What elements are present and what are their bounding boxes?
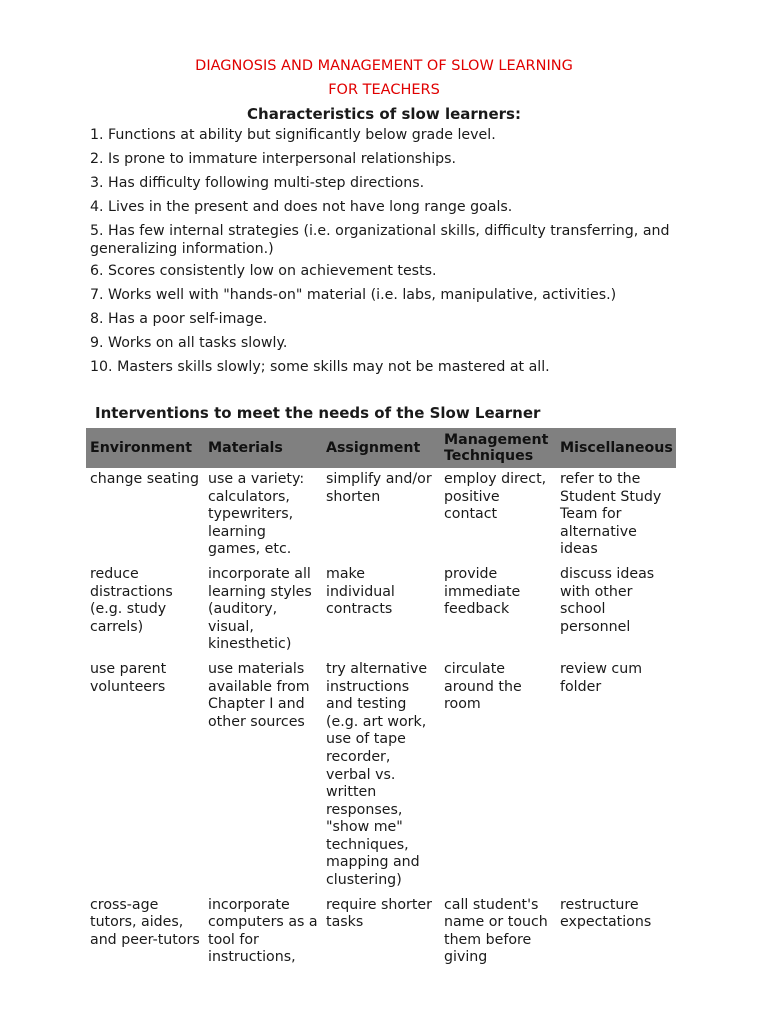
table-row <box>86 894 676 971</box>
characteristic-item: 3. Has difficulty following multi-step directions. <box>90 175 425 191</box>
document-title-line-2: FOR TEACHERS <box>328 82 440 98</box>
table-cell: refer to the Student Study Team for alternative ideas <box>560 471 662 558</box>
table-cell: employ direct, positive contact <box>444 471 547 523</box>
table-row <box>86 563 676 658</box>
column-header-miscellaneous: Miscellaneous <box>556 428 676 468</box>
table-cell: try alternative instructions and testing (e.g. art work, use of tape recorder, verbal vs. written responses, "show me" techniques, mapping and clustering) <box>326 660 428 889</box>
characteristic-item: 1. Functions at ability but significantly below grade level. <box>90 127 496 143</box>
characteristic-item: 6. Scores consistently low on achievement tests. <box>90 263 437 279</box>
table-cell: provide immediate feedback <box>444 565 521 618</box>
characteristic-item: 10. Masters skills slowly; some skills may not be mastered at all. <box>90 359 550 375</box>
characteristic-item: 7. Works well with "hands-on" material (i.e. labs, manipulative, activities.) <box>90 287 617 303</box>
characteristic-item: 5. Has few internal strategies (i.e. organizational skills, difficulty transferring, and generalizing information.) <box>90 223 670 257</box>
interventions-heading: Interventions to meet the needs of the Slow Learner <box>95 404 541 422</box>
table-cell: incorporate computers as a tool for instructions, <box>208 896 318 966</box>
table-cell: use a variety: calculators, typewriters, learning games, etc. <box>208 471 305 558</box>
table-cell: change seating <box>90 471 200 487</box>
characteristics-heading: Characteristics of slow learners: <box>247 105 521 123</box>
table-cell: cross-age tutors, aides, and peer-tutors <box>90 896 200 948</box>
table-cell: reduce distractions (e.g. study carrels) <box>90 565 173 635</box>
table-cell: use materials available from Chapter I and other sources <box>208 660 310 730</box>
column-header-environment: Environment <box>86 428 204 468</box>
characteristic-item: 4. Lives in the present and does not have long range goals. <box>90 199 513 215</box>
characteristics-list <box>90 126 690 382</box>
column-header-materials: Materials <box>204 428 322 468</box>
characteristic-item: 2. Is prone to immature interpersonal relationships. <box>90 151 457 167</box>
table-cell: restructure expectations <box>560 896 652 931</box>
table-cell: use parent volunteers <box>90 660 167 695</box>
column-header-assignment: Assignment <box>322 428 440 468</box>
table-row <box>86 658 676 894</box>
document-title-line-1: DIAGNOSIS AND MANAGEMENT OF SLOW LEARNING <box>195 58 573 74</box>
characteristic-item: 9. Works on all tasks slowly. <box>90 335 288 351</box>
characteristic-item: 8. Has a poor self-image. <box>90 311 268 327</box>
table-cell: discuss ideas with other school personnel <box>560 565 655 635</box>
interventions-table <box>86 428 676 971</box>
table-cell: make individual contracts <box>326 565 395 618</box>
table-cell: circulate around the room <box>444 660 522 713</box>
table-cell: simplify and/or shorten <box>326 471 432 505</box>
table-cell: incorporate all learning styles (auditory, visual, kinesthetic) <box>208 565 312 653</box>
column-header-management-techniques: Management Techniques <box>440 428 556 468</box>
table-cell: call student's name or touch them before giving <box>444 896 548 966</box>
table-cell: require shorter tasks <box>326 896 432 931</box>
table-header-row <box>86 428 676 468</box>
table-row <box>86 468 676 563</box>
table-cell: review cum folder <box>560 660 643 695</box>
